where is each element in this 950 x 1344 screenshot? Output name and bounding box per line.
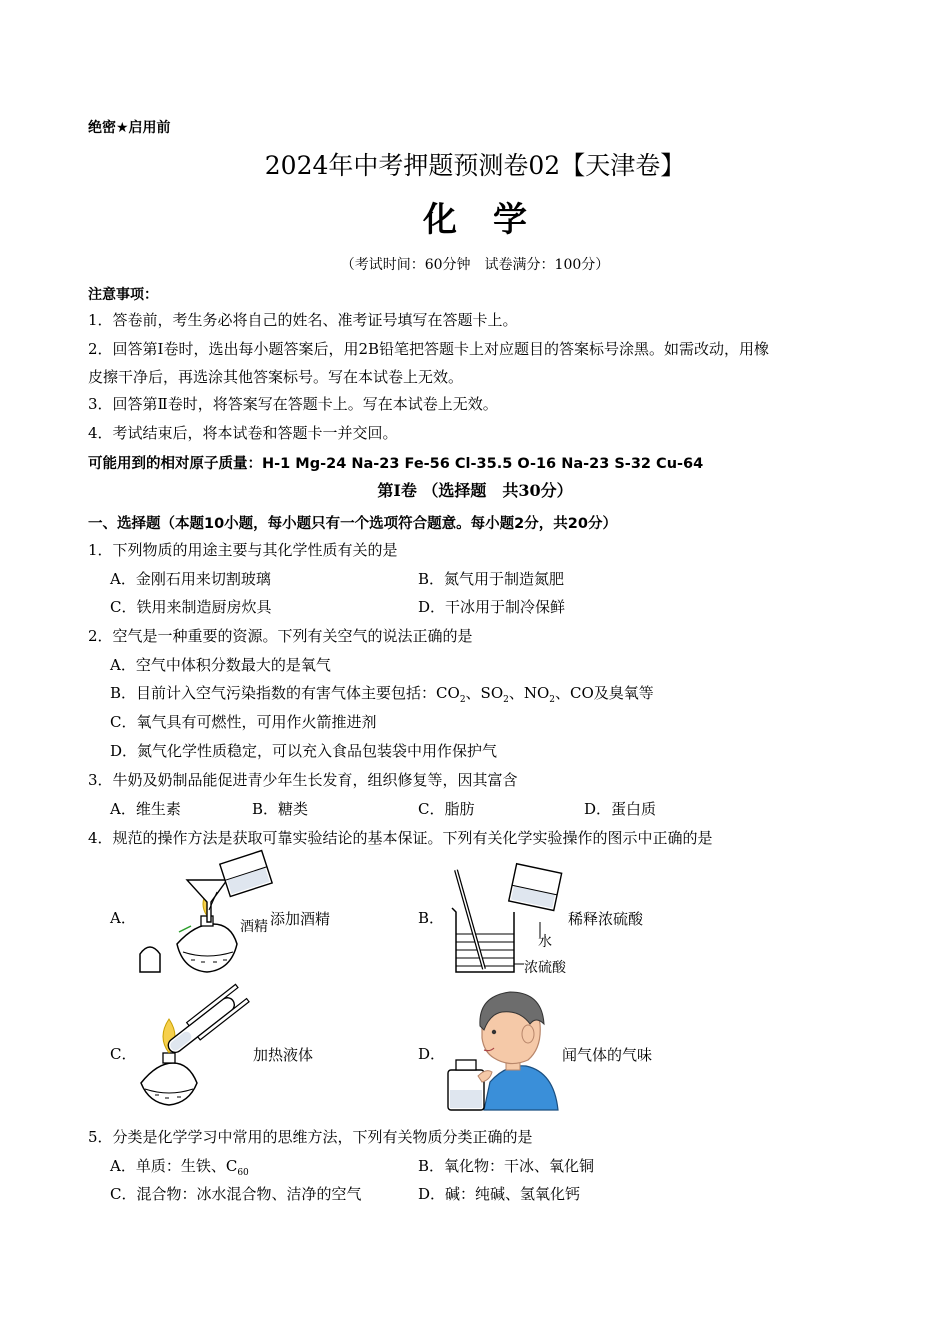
question-4-option-b-caption: 稀释浓硫酸 <box>568 910 644 928</box>
section-heading: 一、选择题（本题10小题，每小题只有一个选项符合题意。每小题2分，共20分） <box>88 516 617 532</box>
water-label: 水 <box>538 934 552 950</box>
question-3-option-c: C．脂肪 <box>418 800 475 818</box>
question-1-stem: 1．下列物质的用途主要与其化学性质有关的是 <box>88 541 398 559</box>
question-5-option-c: C．混合物：冰水混合物、洁净的空气 <box>110 1185 362 1203</box>
note-item: 3．回答第Ⅱ卷时，将答案写在答题卡上。写在本试卷上无效。 <box>88 395 498 413</box>
exam-info: （考试时间：60分钟 试卷满分：100分） <box>340 257 610 273</box>
question-3-option-d: D．蛋白质 <box>584 800 657 818</box>
question-4-option-c-caption: 加热液体 <box>253 1046 314 1064</box>
question-4-option-b-label: B． <box>418 909 445 927</box>
question-3-option-b: B．糖类 <box>252 800 309 818</box>
note-item: 1．答卷前，考生务必将自己的姓名、准考证号填写在答题卡上。 <box>88 311 518 329</box>
question-1-option-b: B．氮气用于制造氮肥 <box>418 570 565 588</box>
note-item: 2．回答第Ⅰ卷时，选出每小题答案后，用2B铅笔把答题卡上对应题目的答案标号涂黑。如需改动，用橡 <box>88 340 770 358</box>
subject-title: 化学 <box>423 200 563 240</box>
alcohol-label: 酒精 <box>240 919 268 935</box>
question-4-option-d-label: D． <box>418 1045 446 1063</box>
question-4-stem: 4．规范的操作方法是获取可靠实验结论的基本保证。下列有关化学实验操作的图示中正确的是 <box>88 829 713 847</box>
part1-heading: 第Ⅰ卷 （选择题 共30分） <box>377 481 573 500</box>
question-5-option-d: D．碱：纯碱、氢氧化钙 <box>418 1185 581 1203</box>
question-4-option-d-caption: 闻气体的气味 <box>562 1046 653 1064</box>
question-1-option-a: A．金刚石用来切割玻璃 <box>110 570 271 588</box>
question-2-option-c: C．氧气具有可燃性，可用作火箭推进剂 <box>110 713 377 731</box>
question-5-stem: 5．分类是化学学习中常用的思维方法，下列有关物质分类正确的是 <box>88 1128 533 1146</box>
question-5-option-b: B．氧化物：干冰、氧化铜 <box>418 1157 595 1175</box>
question-5-option-a: A．单质：生铁、$C_{60}$ <box>110 1157 249 1178</box>
question-4-option-a-caption: 添加酒精 <box>270 910 331 928</box>
question-1-option-c: C．铁用来制造厨房炊具 <box>110 598 272 616</box>
note-item: 皮擦干净后，再选涂其他答案标号。写在本试卷上无效。 <box>88 368 464 386</box>
question-4-option-c-label: C． <box>110 1045 137 1063</box>
question-2-stem: 2．空气是一种重要的资源。下列有关空气的说法正确的是 <box>88 627 473 645</box>
question-3-option-a: A．维生素 <box>110 800 181 818</box>
exam-title: 2024年中考押题预测卷02【天津卷】 <box>264 151 686 180</box>
heating-liquid-illustration <box>135 985 260 1110</box>
note-item: 4．考试结束后，将本试卷和答题卡一并交回。 <box>88 424 398 442</box>
question-3-stem: 3．牛奶及奶制品能促进青少年生长发育，组织修复等，因其富含 <box>88 771 518 789</box>
atomic-masses: 可能用到的相对原子质量：H-1 Mg-24 Na-23 Fe-56 Cl-35.5 O-16 Na-23 S-32 Cu-64 <box>88 456 704 472</box>
question-2-option-b: B．目前计入空气污染指数的有害气体主要包括：$CO_2$、$SO_2$、$NO_2$、CO及臭氧等 <box>110 684 654 705</box>
confidential-mark: 绝密★启用前 <box>88 120 171 136</box>
adding-alcohol-illustration <box>135 852 275 977</box>
smelling-gas-illustration <box>444 990 564 1112</box>
notes-heading: 注意事项： <box>88 287 158 303</box>
question-1-option-d: D．干冰用于制冷保鲜 <box>418 598 566 616</box>
question-2-option-a: A．空气中体积分数最大的是氧气 <box>110 656 331 674</box>
question-2-option-d: D．氮气化学性质稳定，可以充入食品包装袋中用作保护气 <box>110 742 498 760</box>
question-4-option-a-label: A． <box>110 909 136 927</box>
acid-label: 浓硫酸 <box>524 960 566 976</box>
